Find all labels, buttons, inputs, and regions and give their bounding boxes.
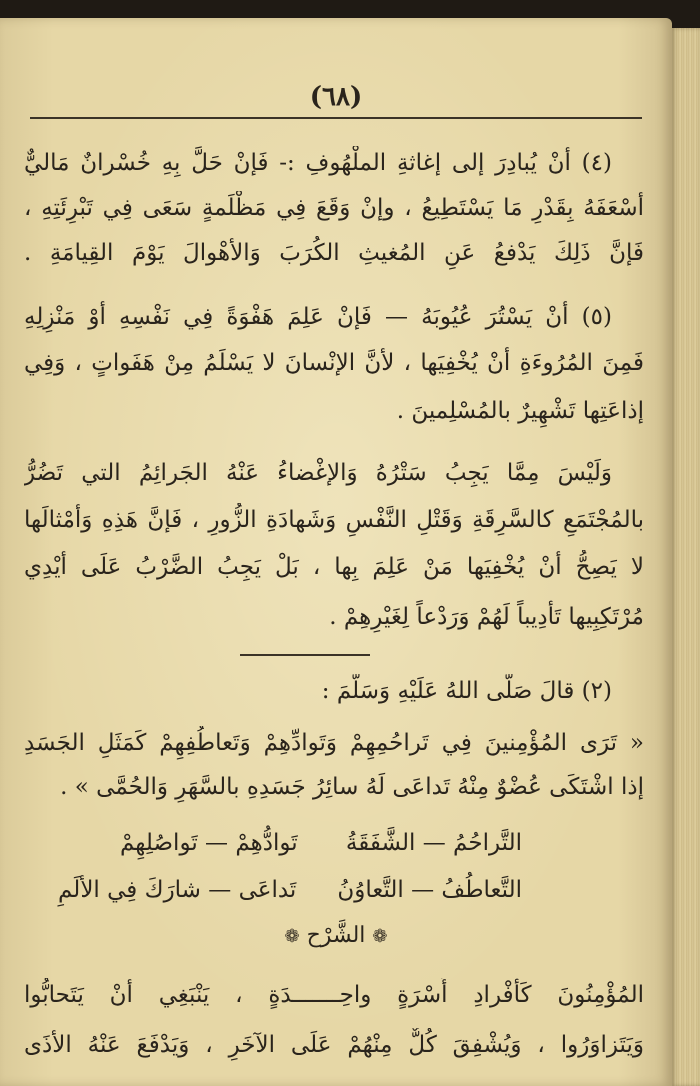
item5-line-2: فَمِنَ المُرُوءَةِ أنْ يُخْفِيَها ، لأنَّ الإنْسانَ لا يَسْلَمُ مِنْ هَفَواتٍ ، وَفِي	[24, 350, 644, 376]
item5-line-3: إذاعَتِها تَشْهِيرٌ بالمُسْلِمينَ .	[396, 398, 644, 424]
page-stack-edge	[672, 28, 700, 1086]
note-line-3: لا يَصِحُّ أنْ يُخْفِيَها مَنْ عَلِمَ بِها ، بَلْ يَجِبُ الضَّرْبُ عَلَى أيْدِي	[24, 554, 644, 580]
ornament-right-icon: ❁	[372, 926, 388, 947]
vocab-row1-left: تَوادُّهِمْ — تَواصُلِهِمْ	[120, 830, 298, 856]
item4-line-3: فَإنَّ ذَلِكَ يَدْفعُ عَنِ المُغيثِ الكُرَبَ وَالأهْوالَ يَوْمَ القِيامَةِ .	[24, 240, 644, 266]
page-sheet	[0, 18, 672, 1086]
note-line-4: مُرْتَكِبِيها تَأْدِيباً لَهُمْ وَرَدْعاً لِغَيْرِهِمْ .	[329, 604, 644, 630]
header-rule	[30, 117, 642, 119]
hadith-intro: (٢) قالَ صَلَّى اللهُ عَلَيْهِ وَسَلَّمَ :	[321, 678, 612, 704]
page-number: (٦٨)	[309, 82, 363, 112]
commentary-heading-text: الشَّرْح	[306, 923, 366, 948]
item4-line-1: (٤) أنْ يُبادِرَ إلى إغاثةِ الملْهُوفِ :- فَإنْ حَلَّ بِهِ خُسْرانٌ مَاليٌّ	[24, 150, 612, 176]
hadith-line-2: إذا اشْتَكَى عُضْوٌ مِنْهُ تَداعَى لَهُ سائِرُ جَسَدِهِ بالسَّهَرِ وَالحُمَّى » .	[60, 774, 644, 800]
hadith-line-1: « تَرَى المُؤْمِنينَ فِي تَراحُمِهِمْ وَتَوادِّهِمْ وَتَعاطُفِهِمْ كَمَثَلِ الجَسَدِ	[24, 730, 644, 756]
section-divider	[240, 654, 370, 656]
note-line-1: وَلَيْسَ مِمَّا يَجِبُ سَتْرُهُ وَالإغْضاءُ عَنْهُ الجَرائِمُ التي تَضُرُّ	[24, 460, 612, 486]
commentary-heading	[0, 923, 672, 948]
note-line-2: بالمُجْتَمَعِ كالسَّرِقَةِ وَقَتْلِ النَّفْسِ وَشَهادَةِ الزُّورِ ، فَإنَّ هَذِهِ وَأمْثالَها	[24, 507, 644, 533]
vocab-row2-right: التَّعاطُفُ — التَّعاوُنُ	[337, 877, 522, 903]
item5-line-1: (٥) أنْ يَسْتُرَ عُيُوبَهُ — فَإنْ عَلِمَ هَفْوَةً فِي نَفْسِهِ أوْ مَنْزِلِهِ	[24, 304, 612, 330]
page-content	[0, 18, 672, 1086]
commentary-line-2: وَيَتَزاوَرُوا ، وَيُشْفِقَ كُلٌّ مِنْهُمْ عَلَى الآخَرِ ، وَيَدْفَعَ عَنْهُ الأذَى	[24, 1032, 644, 1058]
ornament-left-icon: ❁	[284, 926, 300, 947]
vocab-row1-right: التَّراحُمُ — الشَّفَقَةُ	[345, 830, 522, 856]
vocab-row2-left: تَداعَى — شارَكَ فِي الألَمِ	[58, 877, 297, 903]
item4-line-2: أسْعَفَهُ بِقَدْرِ مَا يَسْتَطِيعُ ، وإنْ وَقَعَ فِي مَظْلَمةٍ سَعَى فِي تَبْرِئَتِهِ ،	[24, 195, 644, 221]
commentary-line-1: المُؤْمِنُونَ كَأفْرادِ أُسْرَةٍ واحِـــــــدَةٍ ، يَنْبَغِي أنْ يَتَحابُّوا	[24, 982, 644, 1008]
